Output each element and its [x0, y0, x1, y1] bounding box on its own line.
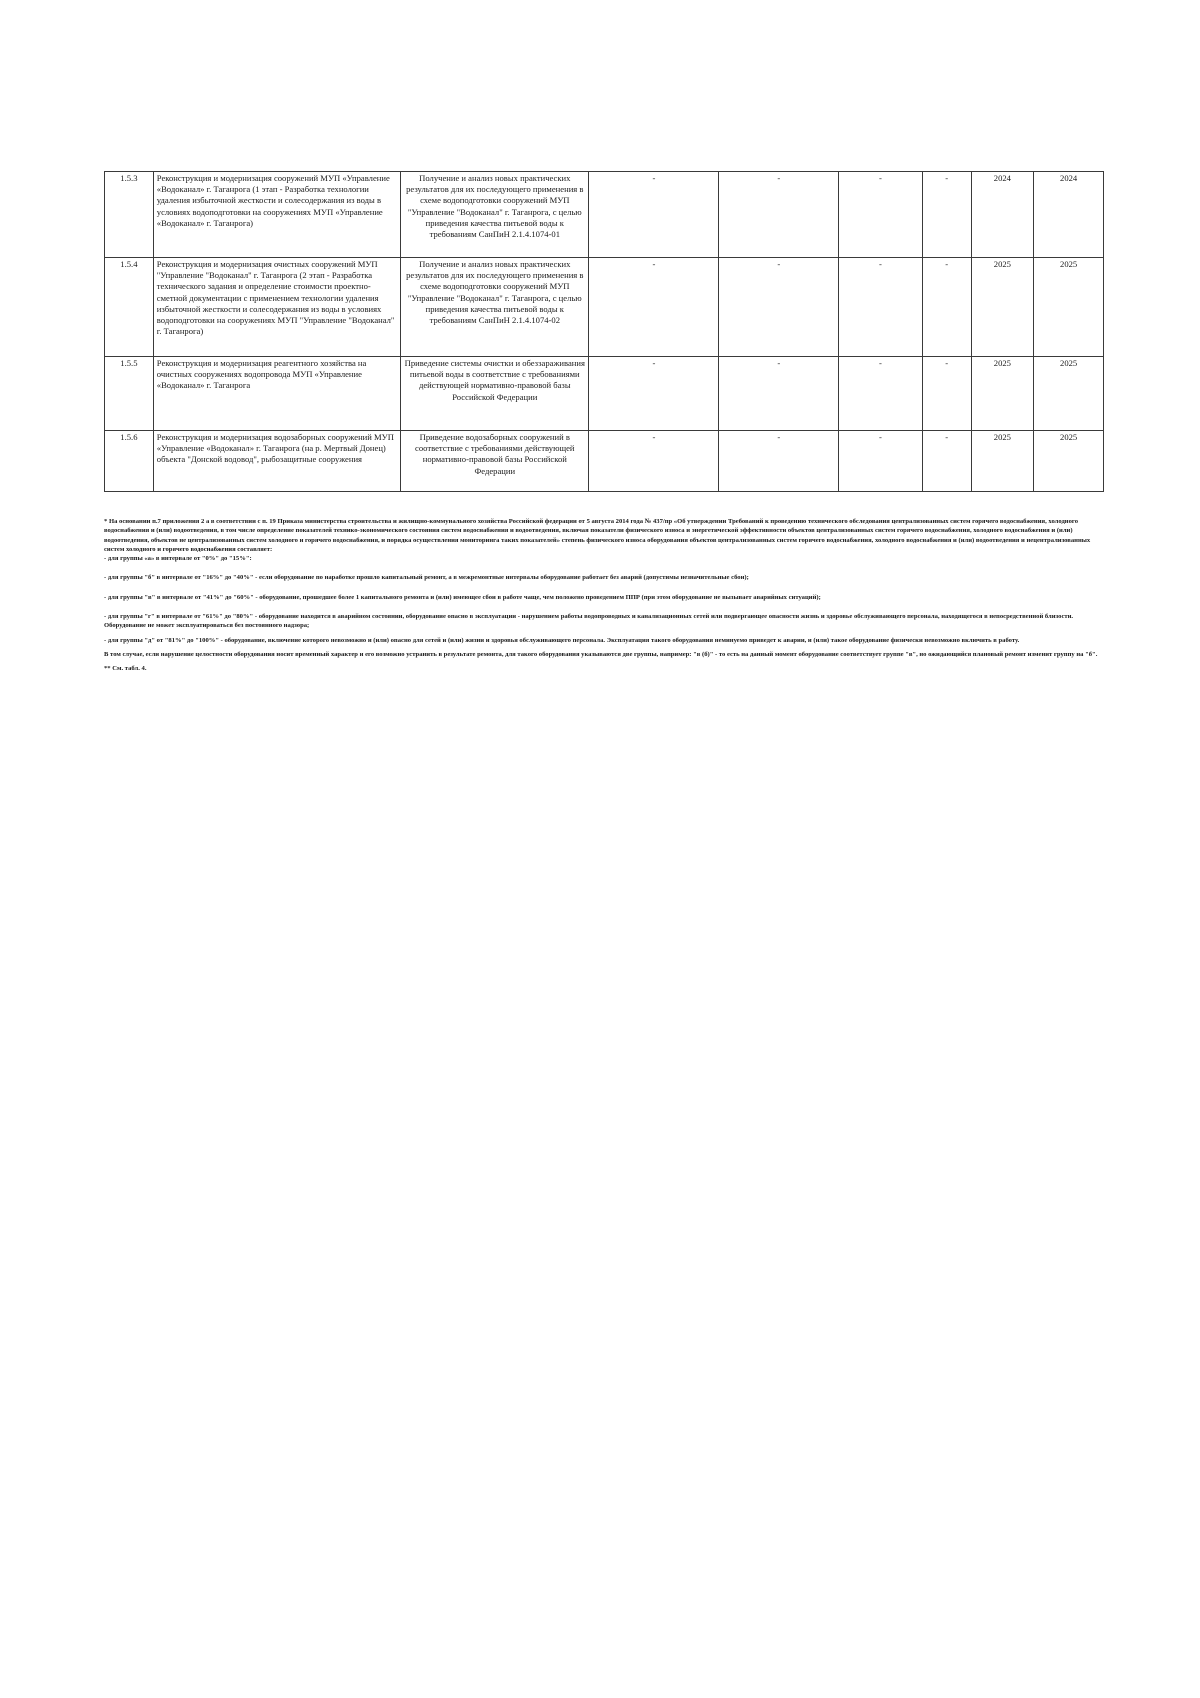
end-year: 2025	[1034, 431, 1104, 492]
value-cell: -	[922, 258, 971, 357]
table-row	[105, 431, 1104, 492]
start-year: 2024	[971, 172, 1034, 258]
measure-goal: Получение и анализ новых практических результатов для их последующего применения в схеме водоподготовки сооружений МУП "Управление "Водоканал" г. Таганрога, с целью приведения качества питьевой воды к требованиям СанПиН 2.1.4.1074-01	[401, 172, 589, 258]
value-cell: -	[589, 172, 719, 258]
footnote-reference: ** См. табл. 4.	[104, 665, 147, 673]
footnotes	[104, 517, 1104, 674]
row-number: 1.5.5	[105, 357, 154, 431]
start-year: 2025	[971, 258, 1034, 357]
value-cell: -	[839, 431, 923, 492]
end-year: 2025	[1034, 357, 1104, 431]
measure-name: Реконструкция и модернизация водозаборных сооружений МУП «Управление «Водоканал» г. Таганрога (на р. Мертвый Донец) объекта "Донской водовод", рыбозащитные сооружения	[153, 431, 400, 492]
footnote-group-v: - для группы "в" в интервале от "41%" до "60%" - оборудование, прошедшее более 1 капитального ремонта и (или) имеющее сбои в работе чаще, чем положено проведением ППР (при этом оборудование не вызывает аварийных ситуаций);	[104, 593, 821, 601]
value-cell: -	[719, 258, 839, 357]
value-cell: -	[922, 357, 971, 431]
footnote-group-a: - для группы «а» в интервале от "0%" до "15%":	[104, 555, 252, 563]
value-cell: -	[922, 431, 971, 492]
value-cell: -	[839, 357, 923, 431]
footnote-group-b: - для группы "б" в интервале от "16%" до "40%" - если оборудование по наработке прошло капитальный ремонт, а в межремонтные интервалы оборудование работает без аварий (допустимы незначительные сбои);	[104, 574, 749, 582]
footnote-group-g: - для группы "г" в интервале от "61%" до "80%" - оборудование находится в аварийном состоянии, оборудование опасно в эксплуатации - нарушением работы водопроводных и канализационных сетей или подвергающее опасности жизнь и здоровье обслуживающего персонала, находящегося в непосредственной близости. Оборудование не может эксплуатироваться без постоянного надзора;	[104, 613, 1074, 630]
table-row	[105, 357, 1104, 431]
end-year: 2024	[1034, 172, 1104, 258]
value-cell: -	[589, 357, 719, 431]
table-row	[105, 172, 1104, 258]
row-number: 1.5.4	[105, 258, 154, 357]
value-cell: -	[589, 258, 719, 357]
end-year: 2025	[1034, 258, 1104, 357]
value-cell: -	[719, 431, 839, 492]
measure-goal: Приведение водозаборных сооружений в соответствие с требованиями действующей нормативно-правовой базы Российской Федерации	[401, 431, 589, 492]
value-cell: -	[839, 172, 923, 258]
value-cell: -	[719, 357, 839, 431]
footnote-group-d: - для группы "д" от "81%" до "100%" - оборудование, включение которого невозможно и (или) опасно для сетей и (или) жизни и здоровья обслуживающего персонала. Эксплуатация такого оборудования неминуемо приведет к аварии, и (или) такое оборудование физически невозможно включить в работу.	[104, 636, 1020, 644]
row-number: 1.5.3	[105, 172, 154, 258]
measure-goal: Приведение системы очистки и обеззараживания питьевой воды в соответствие с требованиями действующей нормативно-правовой базы Российской Федерации	[401, 357, 589, 431]
value-cell: -	[922, 172, 971, 258]
footnote-temporary: В том случае, если нарушение целостности оборудования носит временный характер и его возможно устранить в результате ремонта, для такого оборудования указываются две группы, например: "в (б)" - то есть на данный момент оборудование соответствует группе "в", но ожидающийся плановый ремонт изменит группу на "б".	[104, 650, 1098, 658]
start-year: 2025	[971, 431, 1034, 492]
row-number: 1.5.6	[105, 431, 154, 492]
measure-name: Реконструкция и модернизация реагентного хозяйства на очистных сооружениях водопровода МУП «Управление «Водоканал» г. Таганрога	[153, 357, 400, 431]
value-cell: -	[589, 431, 719, 492]
value-cell: -	[719, 172, 839, 258]
table-row	[105, 258, 1104, 357]
value-cell: -	[839, 258, 923, 357]
start-year: 2025	[971, 357, 1034, 431]
footnote-intro: * На основании п.7 приложения 2 а в соответствии с п. 19 Приказа министерства строительства и жилищно-коммунального хозяйства Российской федерации от 5 августа 2014 года № 437/пр «Об утверждении Требований к проведению технического обследования централизованных систем горячего водоснабжения, холодного водоснабжения и (или) водоотведения, в том числе определение показателей технико-экономического состояния систем водоснабжения и водоотведения, включая показатели физического износа и энергетической эффективности объектов централизованных систем горячего водоснабжения, холодного водоснабжения и (или) водоотведения, объектов не централизованных систем холодного и горячего водоснабжения, и порядка осуществления мониторинга таких показателей» степень физического износа оборудования объектов централизованных систем горячего водоснабжения, холодного водоснабжения и (или) водоотведения и нецентрализованных систем холодного и горячего водоснабжения составляет:	[104, 518, 1091, 553]
measure-name: Реконструкция и модернизация очистных сооружений МУП "Управление "Водоканал" г. Таганрога (2 этап - Разработка технического задания и определение стоимости проектно-сметной документации с применением технологии удаления избыточной жесткости и солесодержания из воды в условиях водоподготовки на сооружениях МУП "Управление "Водоканал" г. Таганрога)	[153, 258, 400, 357]
measure-goal: Получение и анализ новых практических результатов для их последующего применения в схеме водоподготовки сооружений МУП "Управление "Водоканал" г. Таганрога, с целью приведения качества питьевой воды к требованиям СанПиН 2.1.4.1074-02	[401, 258, 589, 357]
measure-name: Реконструкция и модернизация сооружений МУП «Управление «Водоканал» г. Таганрога (1 этап - Разработка технологии удаления избыточной жесткости и солесодержания из воды в условиях водоподготовки на сооружениях МУП «Управление «Водоканал» г. Таганрога)	[153, 172, 400, 258]
measures-table	[104, 171, 1104, 492]
